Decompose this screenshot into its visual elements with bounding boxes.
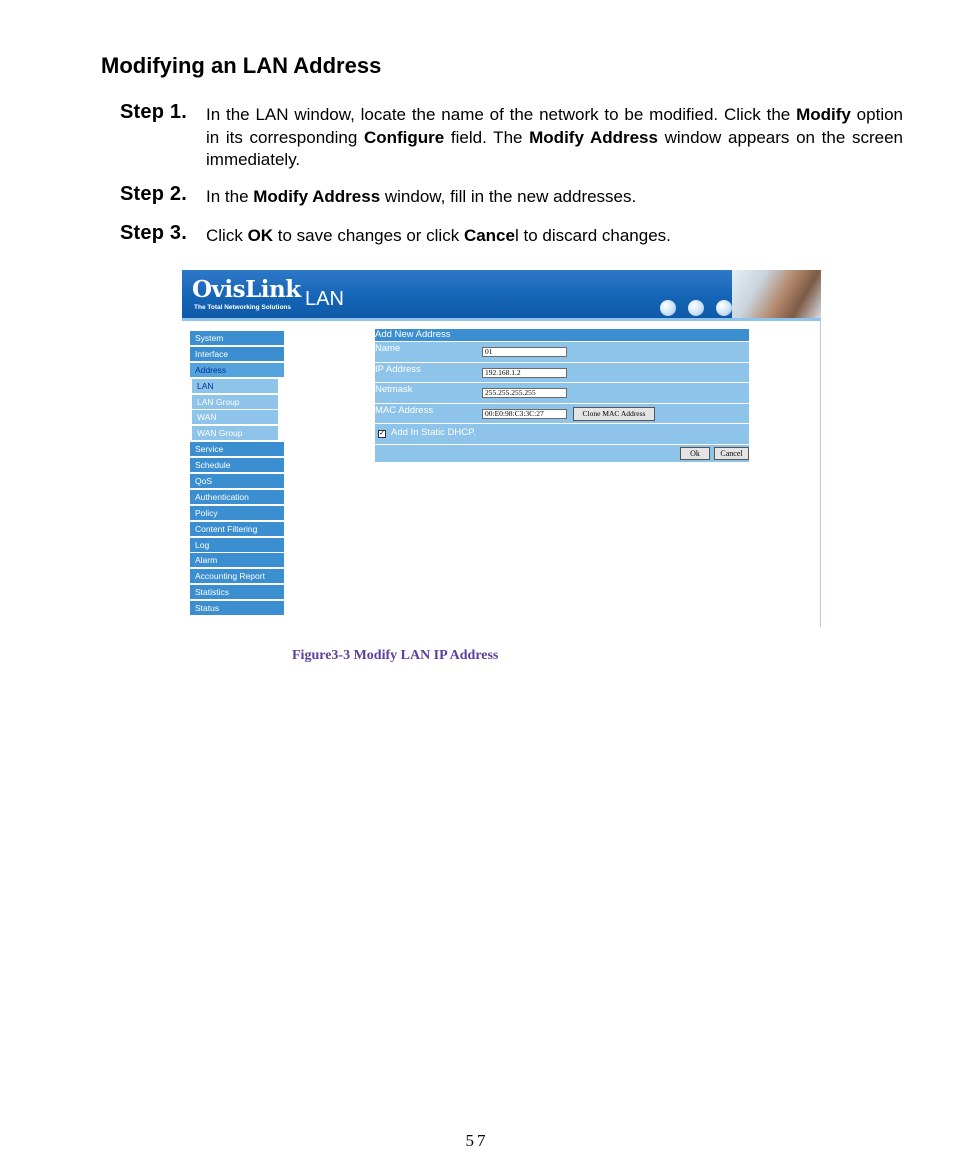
- ip-address-input[interactable]: 192.168.1.2: [482, 368, 567, 378]
- submenu-item-lan-group[interactable]: LAN Group: [192, 395, 278, 409]
- cancel-button[interactable]: Cancel: [714, 447, 749, 460]
- static-dhcp-label: Add In Static DHCP.: [391, 427, 476, 438]
- ovislink-logo: OvisLink: [192, 276, 301, 303]
- static-dhcp-checkbox[interactable]: ✓: [379, 430, 385, 437]
- submenu-item-lan[interactable]: LAN: [192, 379, 278, 393]
- name-row: [375, 342, 749, 362]
- page-title: LAN: [305, 288, 344, 310]
- logo-tagline: The Total Networking Solutions: [194, 304, 292, 311]
- netmask-input[interactable]: 255.255.255.255: [482, 388, 567, 398]
- clone-mac-address-button[interactable]: Clone MAC Address: [573, 407, 655, 421]
- menu-item-log[interactable]: Log: [190, 538, 284, 552]
- step-label: Step 1.: [120, 101, 187, 123]
- menu-item-statistics[interactable]: Statistics: [190, 585, 284, 599]
- mac-address-input[interactable]: 00:E0:98:C3:3C:27: [482, 409, 567, 419]
- step-text: In the Modify Address window, fill in the new addresses.: [206, 187, 637, 206]
- form-header: Add New Address: [375, 329, 749, 341]
- banner: [182, 270, 821, 318]
- netmask-label: Netmask: [375, 384, 413, 395]
- mac-address-row: [375, 404, 749, 424]
- banner-divider: [182, 318, 821, 321]
- menu-item-status[interactable]: Status: [190, 601, 284, 615]
- banner-photo: [732, 270, 821, 318]
- submenu-item-wan-group[interactable]: WAN Group: [192, 426, 278, 440]
- step-1: [120, 101, 903, 172]
- menu-item-policy[interactable]: Policy: [190, 506, 284, 520]
- globe-icon: [688, 300, 704, 316]
- menu-item-address[interactable]: Address: [190, 363, 284, 377]
- netmask-row: [375, 383, 749, 403]
- step-text: In the LAN window, locate the name of the network to be modified. Click the Modify option in its corresponding Configure field. The Modify Address window appears on the screen immediately.: [206, 105, 903, 169]
- menu-item-system[interactable]: System: [190, 331, 284, 345]
- step-label: Step 2.: [120, 183, 187, 205]
- frame-border: [820, 321, 821, 627]
- menu-item-interface[interactable]: Interface: [190, 347, 284, 361]
- step-2: [120, 183, 903, 209]
- lan-screenshot-figure: [182, 270, 821, 627]
- step-3: [120, 222, 903, 248]
- menu-item-alarm[interactable]: Alarm: [190, 553, 284, 567]
- globe-icon: [660, 300, 676, 316]
- menu-item-authentication[interactable]: Authentication: [190, 490, 284, 504]
- globe-icon: [716, 300, 732, 316]
- menu-item-qos[interactable]: QoS: [190, 474, 284, 488]
- figure-caption: Figure3-3 Modify LAN IP Address: [292, 648, 499, 663]
- button-row: [375, 445, 749, 462]
- sidebar-menu: [190, 331, 284, 617]
- add-address-form: [375, 329, 749, 462]
- section-heading: Modifying an LAN Address: [101, 53, 382, 78]
- step-text: Click OK to save changes or click Cancel to discard changes.: [206, 226, 671, 245]
- name-label: Name: [375, 343, 401, 354]
- menu-item-accounting-report[interactable]: Accounting Report: [190, 569, 284, 583]
- name-input[interactable]: 01: [482, 347, 567, 357]
- static-dhcp-row: [375, 424, 749, 444]
- mac-address-label: MAC Address: [375, 404, 434, 416]
- ip-address-row: [375, 363, 749, 383]
- menu-item-schedule[interactable]: Schedule: [190, 458, 284, 472]
- step-label: Step 3.: [120, 222, 187, 244]
- menu-item-service[interactable]: Service: [190, 442, 284, 456]
- submenu-item-wan[interactable]: WAN: [192, 410, 278, 424]
- menu-item-content-filtering[interactable]: Content Filtering: [190, 522, 284, 536]
- page-number: 57: [465, 1131, 489, 1150]
- ok-button[interactable]: Ok: [680, 447, 710, 460]
- ip-address-label: IP Address: [375, 363, 421, 375]
